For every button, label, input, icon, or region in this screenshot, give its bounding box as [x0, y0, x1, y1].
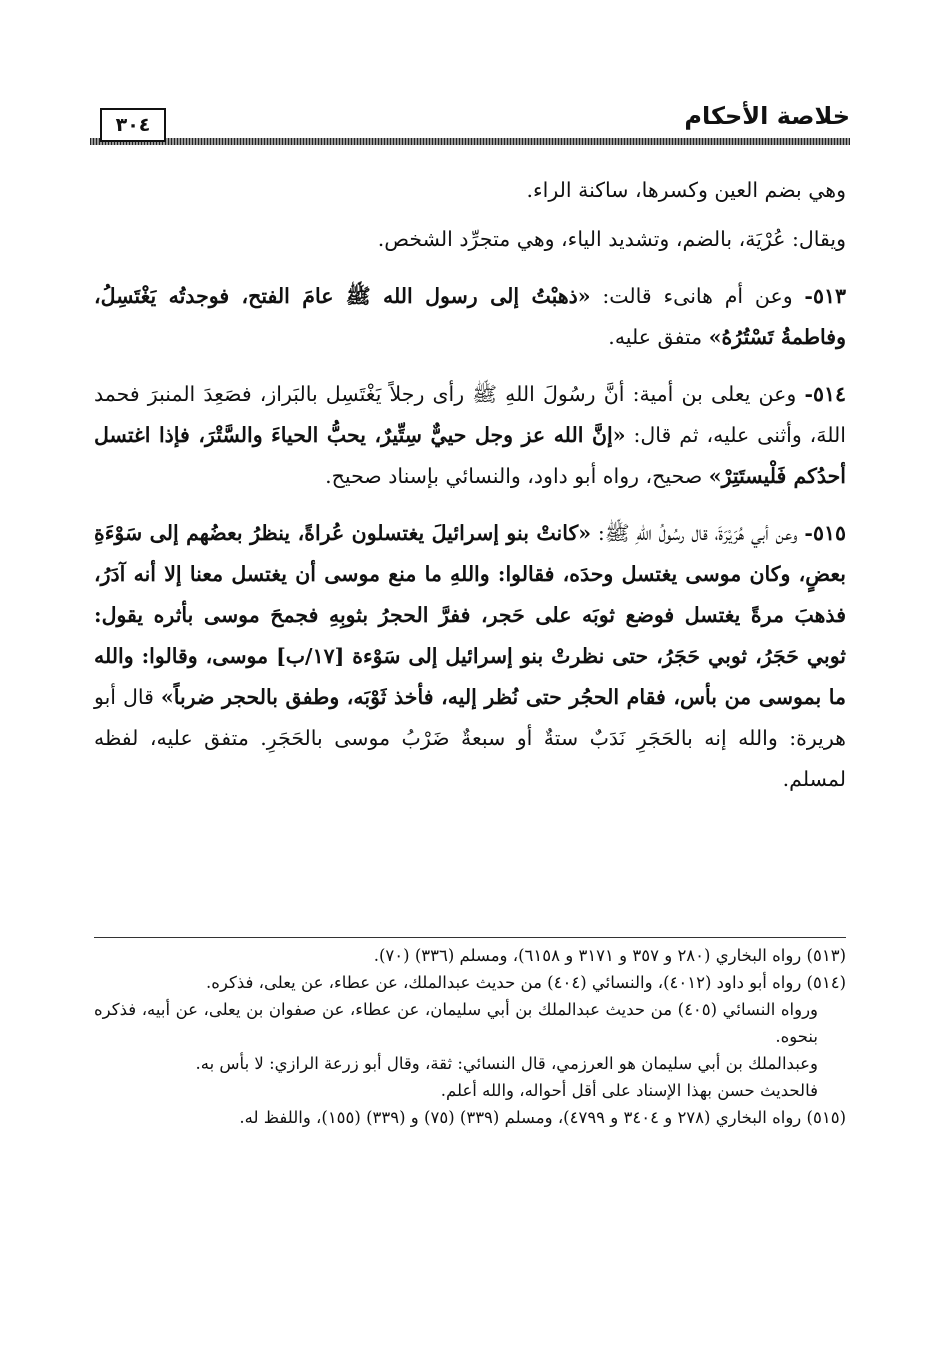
hadith-grading: قال أبو هريرة: والله إنه بالحَجَرِ نَدَبٌ ستةٌ أو سبعةٌ ضَرْبُ موسى بالحَجَرِ. متفق عليه، لفظه لمسلم. [94, 685, 846, 791]
page-header [90, 100, 850, 146]
hadith-quote: «ذهبْتُ إلى رسول الله ﷺ عامَ الفتح، فوجدتُه يَغْتَسِلُ، وفاطمةُ تَسْتُرُهُ» [94, 284, 846, 349]
hadith-intro: وعن أم هانىء قالت: [602, 284, 793, 308]
paragraph-1: وهي بضم العين وكسرها، ساكنة الراء. [526, 178, 846, 202]
paragraph-2: ويقال: عُرْيَة، بالضم، وتشديد الياء، وهي متجرِّد الشخص. [377, 227, 846, 251]
hadith-grading: صحيح، رواه أبو داود، والنسائي بإسناد صحيح. [325, 464, 703, 488]
footnote-514: (٥١٤) رواه أبو داود (٤٠١٢)، والنسائي (٤٠٤) من حديث عبدالملك، عن عطاء، عن يعلى، فذكره. [206, 973, 846, 992]
hadith-number: ٥١٤- [804, 382, 846, 406]
hadith-515 [94, 513, 846, 800]
hadith-intro: وعن يعلى بن أمية: أنَّ رسُولَ اللهِ ﷺ رأى رجلاً يَغْتَسِل بالبَراز، فصَعِدَ المنبرَ فحمد اللهَ، وأثنى عليه، ثم قال: [94, 382, 846, 447]
hadith-quote: «كانتْ بنو إسرائيلَ يغتسلون عُراةً، ينظرُ بعضُهم إلى سَوْءَةِ بعضٍ، وكان موسى يغتسل وحدَه، فقالوا: واللهِ ما منع موسى أن يغتسل معنا إلا أنه آدَرُ، فذهبَ مرةً يغتسل فوضع ثوبَه على حَجر، ففرَّ الحجرُ بثوبِهِ فجمحَ موسى بأثره يقول: ثوبي حَجَرُ، ثوبي حَجَرُ، حتى نظرتْ بنو إسرائيل إلى سَوْءة [١٧/ب] موسى، وقالوا: والله ما بموسى من بأس، فقام الحجُر حتى نُظر إليه، فأخذ ثَوْبَه، وطفق بالحجر ضرباً» [94, 521, 846, 709]
hadith-intro: وعن أبي هُرَيْرَةَ، قال رسُولُ اللهِ ﷺ: [597, 521, 798, 545]
hadith-number: ٥١٣- [804, 284, 846, 308]
footnote-514-continued: ورواه النسائي (٤٠٥) من حديث عبدالملك بن أبي سليمان، عن عطاء، عن صفوان بن يعلى، عن أبيه، فذكره بنحوه. [94, 1000, 818, 1046]
hadith-grading: متفق عليه. [608, 325, 703, 349]
main-text [94, 170, 846, 816]
hadith-513 [94, 276, 846, 358]
page-number: ٣٠٤ [100, 108, 166, 142]
footnote-514-conclusion: فالحديث حسن بهذا الإسناد على أقل أحواله، والله أعلم. [440, 1081, 818, 1100]
header-rule [90, 138, 850, 145]
footnotes [94, 937, 846, 1131]
footnote-513: (٥١٣) رواه البخاري (٢٨٠ و ٣٥٧ و ٣١٧١ و ٦١٥٨)، ومسلم (٣٣٦) (٧٠). [373, 946, 846, 965]
footnote-515: (٥١٥) رواه البخاري (٢٧٨ و ٣٤٠٤ و ٤٧٩٩)، ومسلم (٣٣٩) (٧٥) و (٣٣٩) (١٥٥)، واللفظ له. [239, 1108, 846, 1127]
hadith-number: ٥١٥- [804, 521, 846, 545]
footnote-514-narrator-note: وعبدالملك بن أبي سليمان هو العرزمي، قال النسائي: ثقة، وقال أبو زرعة الرازي: لا بأس به. [195, 1054, 818, 1073]
hadith-quote: «إنَّ الله عز وجل حييٌّ سِتِّيرٌ، يحبُّ الحياءَ والسَّتْرَ، فإذا اغتسل أحدُكم فَلْيستَتِرْ» [94, 423, 846, 488]
book-title: خلاصة الأحكام [684, 102, 850, 130]
hadith-514 [94, 374, 846, 497]
